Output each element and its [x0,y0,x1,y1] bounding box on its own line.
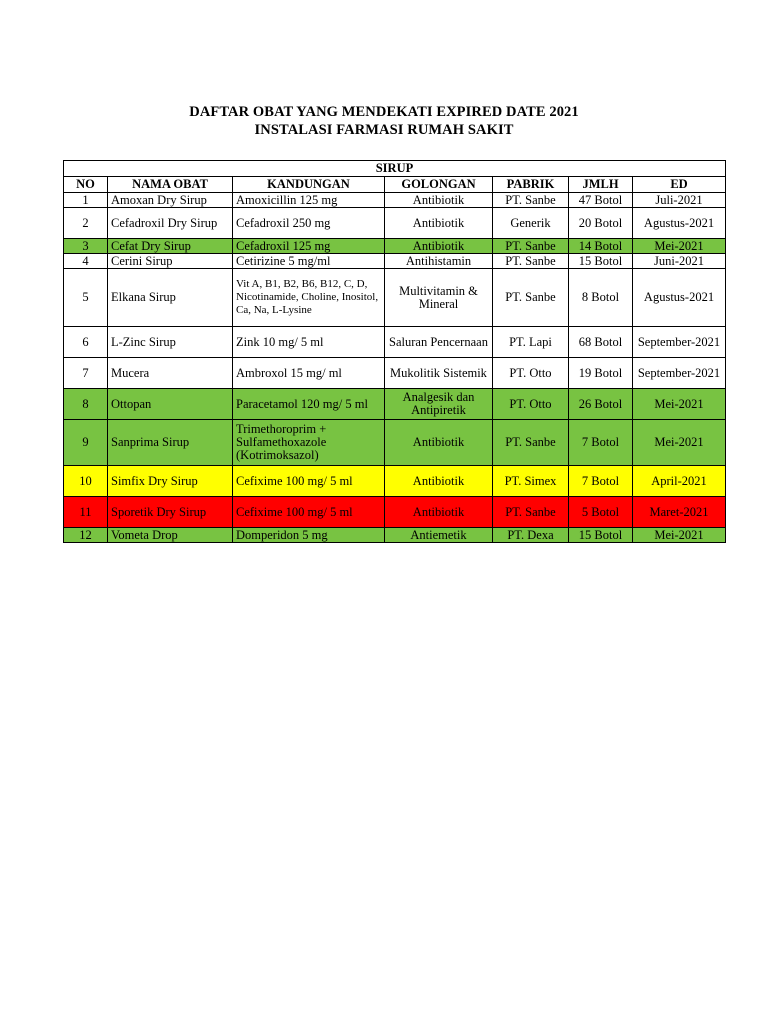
cell-jmlh: 20 Botol [569,208,633,239]
cell-nama-obat: L-Zinc Sirup [108,327,233,358]
column-header-nama-obat: NAMA OBAT [108,177,233,193]
cell-golongan: Antibiotik [385,497,493,528]
table-row [64,239,726,254]
cell-no: 7 [64,358,108,389]
cell-pabrik: PT. Lapi [493,327,569,358]
cell-nama-obat: Sanprima Sirup [108,420,233,466]
cell-ed: Mei-2021 [633,239,726,254]
table-row [64,193,726,208]
cell-golongan: Antibiotik [385,466,493,497]
cell-no: 5 [64,269,108,327]
cell-kandungan: Paracetamol 120 mg/ 5 ml [233,389,385,420]
cell-golongan: Antibiotik [385,208,493,239]
cell-kandungan: Vit A, B1, B2, B6, B12, C, D, Nicotinamide, Choline, Inositol, Ca, Na, L-Lysine [233,269,385,327]
document-title: DAFTAR OBAT YANG MENDEKATI EXPIRED DATE 2021 [189,104,579,120]
table-row [64,269,726,327]
cell-kandungan: Zink 10 mg/ 5 ml [233,327,385,358]
cell-kandungan: Amoxicillin 125 mg [233,193,385,208]
cell-pabrik: PT. Otto [493,389,569,420]
column-header-pabrik: PABRIK [493,177,569,193]
cell-pabrik: PT. Simex [493,466,569,497]
cell-no: 6 [64,327,108,358]
cell-nama-obat: Sporetik Dry Sirup [108,497,233,528]
cell-pabrik: PT. Sanbe [493,193,569,208]
cell-golongan: Multivitamin & Mineral [385,269,493,327]
cell-kandungan: Cefadroxil 250 mg [233,208,385,239]
column-header-golongan: GOLONGAN [385,177,493,193]
cell-ed: September-2021 [633,358,726,389]
cell-no: 4 [64,254,108,269]
cell-ed: Mei-2021 [633,420,726,466]
cell-nama-obat: Cefat Dry Sirup [108,239,233,254]
column-header-jmlh: JMLH [569,177,633,193]
cell-pabrik: PT. Dexa [493,528,569,543]
cell-golongan: Saluran Pencernaan [385,327,493,358]
cell-jmlh: 47 Botol [569,193,633,208]
cell-jmlh: 68 Botol [569,327,633,358]
cell-golongan: Antibiotik [385,193,493,208]
cell-jmlh: 19 Botol [569,358,633,389]
cell-nama-obat: Simfix Dry Sirup [108,466,233,497]
cell-ed: September-2021 [633,327,726,358]
column-header-ed: ED [633,177,726,193]
cell-ed: Juni-2021 [633,254,726,269]
cell-kandungan: Cetirizine 5 mg/ml [233,254,385,269]
section-header-row [64,161,726,177]
cell-ed: Mei-2021 [633,528,726,543]
cell-pabrik: PT. Sanbe [493,239,569,254]
expired-drug-table [63,160,726,543]
cell-jmlh: 7 Botol [569,466,633,497]
cell-golongan: Antibiotik [385,420,493,466]
cell-ed: Mei-2021 [633,389,726,420]
cell-no: 2 [64,208,108,239]
cell-jmlh: 15 Botol [569,528,633,543]
cell-pabrik: PT. Sanbe [493,420,569,466]
table-row [64,497,726,528]
table-row [64,528,726,543]
table-row [64,254,726,269]
cell-no: 1 [64,193,108,208]
cell-ed: Agustus-2021 [633,208,726,239]
section-label: SIRUP [64,161,726,177]
table-row [64,420,726,466]
cell-kandungan: Cefadroxil 125 mg [233,239,385,254]
cell-no: 8 [64,389,108,420]
cell-nama-obat: Vometa Drop [108,528,233,543]
cell-jmlh: 26 Botol [569,389,633,420]
cell-golongan: Mukolitik Sistemik [385,358,493,389]
cell-no: 11 [64,497,108,528]
cell-jmlh: 7 Botol [569,420,633,466]
table-row [64,358,726,389]
cell-ed: Agustus-2021 [633,269,726,327]
cell-no: 9 [64,420,108,466]
cell-ed: Maret-2021 [633,497,726,528]
document-subtitle: INSTALASI FARMASI RUMAH SAKIT [254,122,514,138]
cell-ed: April-2021 [633,466,726,497]
cell-pabrik: PT. Otto [493,358,569,389]
table-row [64,389,726,420]
cell-nama-obat: Amoxan Dry Sirup [108,193,233,208]
cell-golongan: Analgesik dan Antipiretik [385,389,493,420]
cell-kandungan: Trimethoroprim + Sulfamethoxazole (Kotrimoksazol) [233,420,385,466]
cell-kandungan: Cefixime 100 mg/ 5 ml [233,497,385,528]
column-header-no: NO [64,177,108,193]
cell-nama-obat: Elkana Sirup [108,269,233,327]
cell-pabrik: PT. Sanbe [493,269,569,327]
column-header-kandungan: KANDUNGAN [233,177,385,193]
cell-nama-obat: Cefadroxil Dry Sirup [108,208,233,239]
cell-no: 3 [64,239,108,254]
cell-jmlh: 15 Botol [569,254,633,269]
cell-nama-obat: Ottopan [108,389,233,420]
cell-pabrik: PT. Sanbe [493,497,569,528]
cell-ed: Juli-2021 [633,193,726,208]
cell-jmlh: 14 Botol [569,239,633,254]
cell-kandungan: Ambroxol 15 mg/ ml [233,358,385,389]
table-body [64,193,726,543]
cell-golongan: Antihistamin [385,254,493,269]
column-header-row [64,177,726,193]
cell-jmlh: 5 Botol [569,497,633,528]
table-row [64,327,726,358]
cell-no: 10 [64,466,108,497]
cell-jmlh: 8 Botol [569,269,633,327]
cell-golongan: Antibiotik [385,239,493,254]
table-row [64,466,726,497]
cell-nama-obat: Mucera [108,358,233,389]
cell-kandungan: Cefixime 100 mg/ 5 ml [233,466,385,497]
cell-pabrik: Generik [493,208,569,239]
cell-no: 12 [64,528,108,543]
cell-pabrik: PT. Sanbe [493,254,569,269]
cell-nama-obat: Cerini Sirup [108,254,233,269]
cell-kandungan: Domperidon 5 mg [233,528,385,543]
table-row [64,208,726,239]
cell-golongan: Antiemetik [385,528,493,543]
